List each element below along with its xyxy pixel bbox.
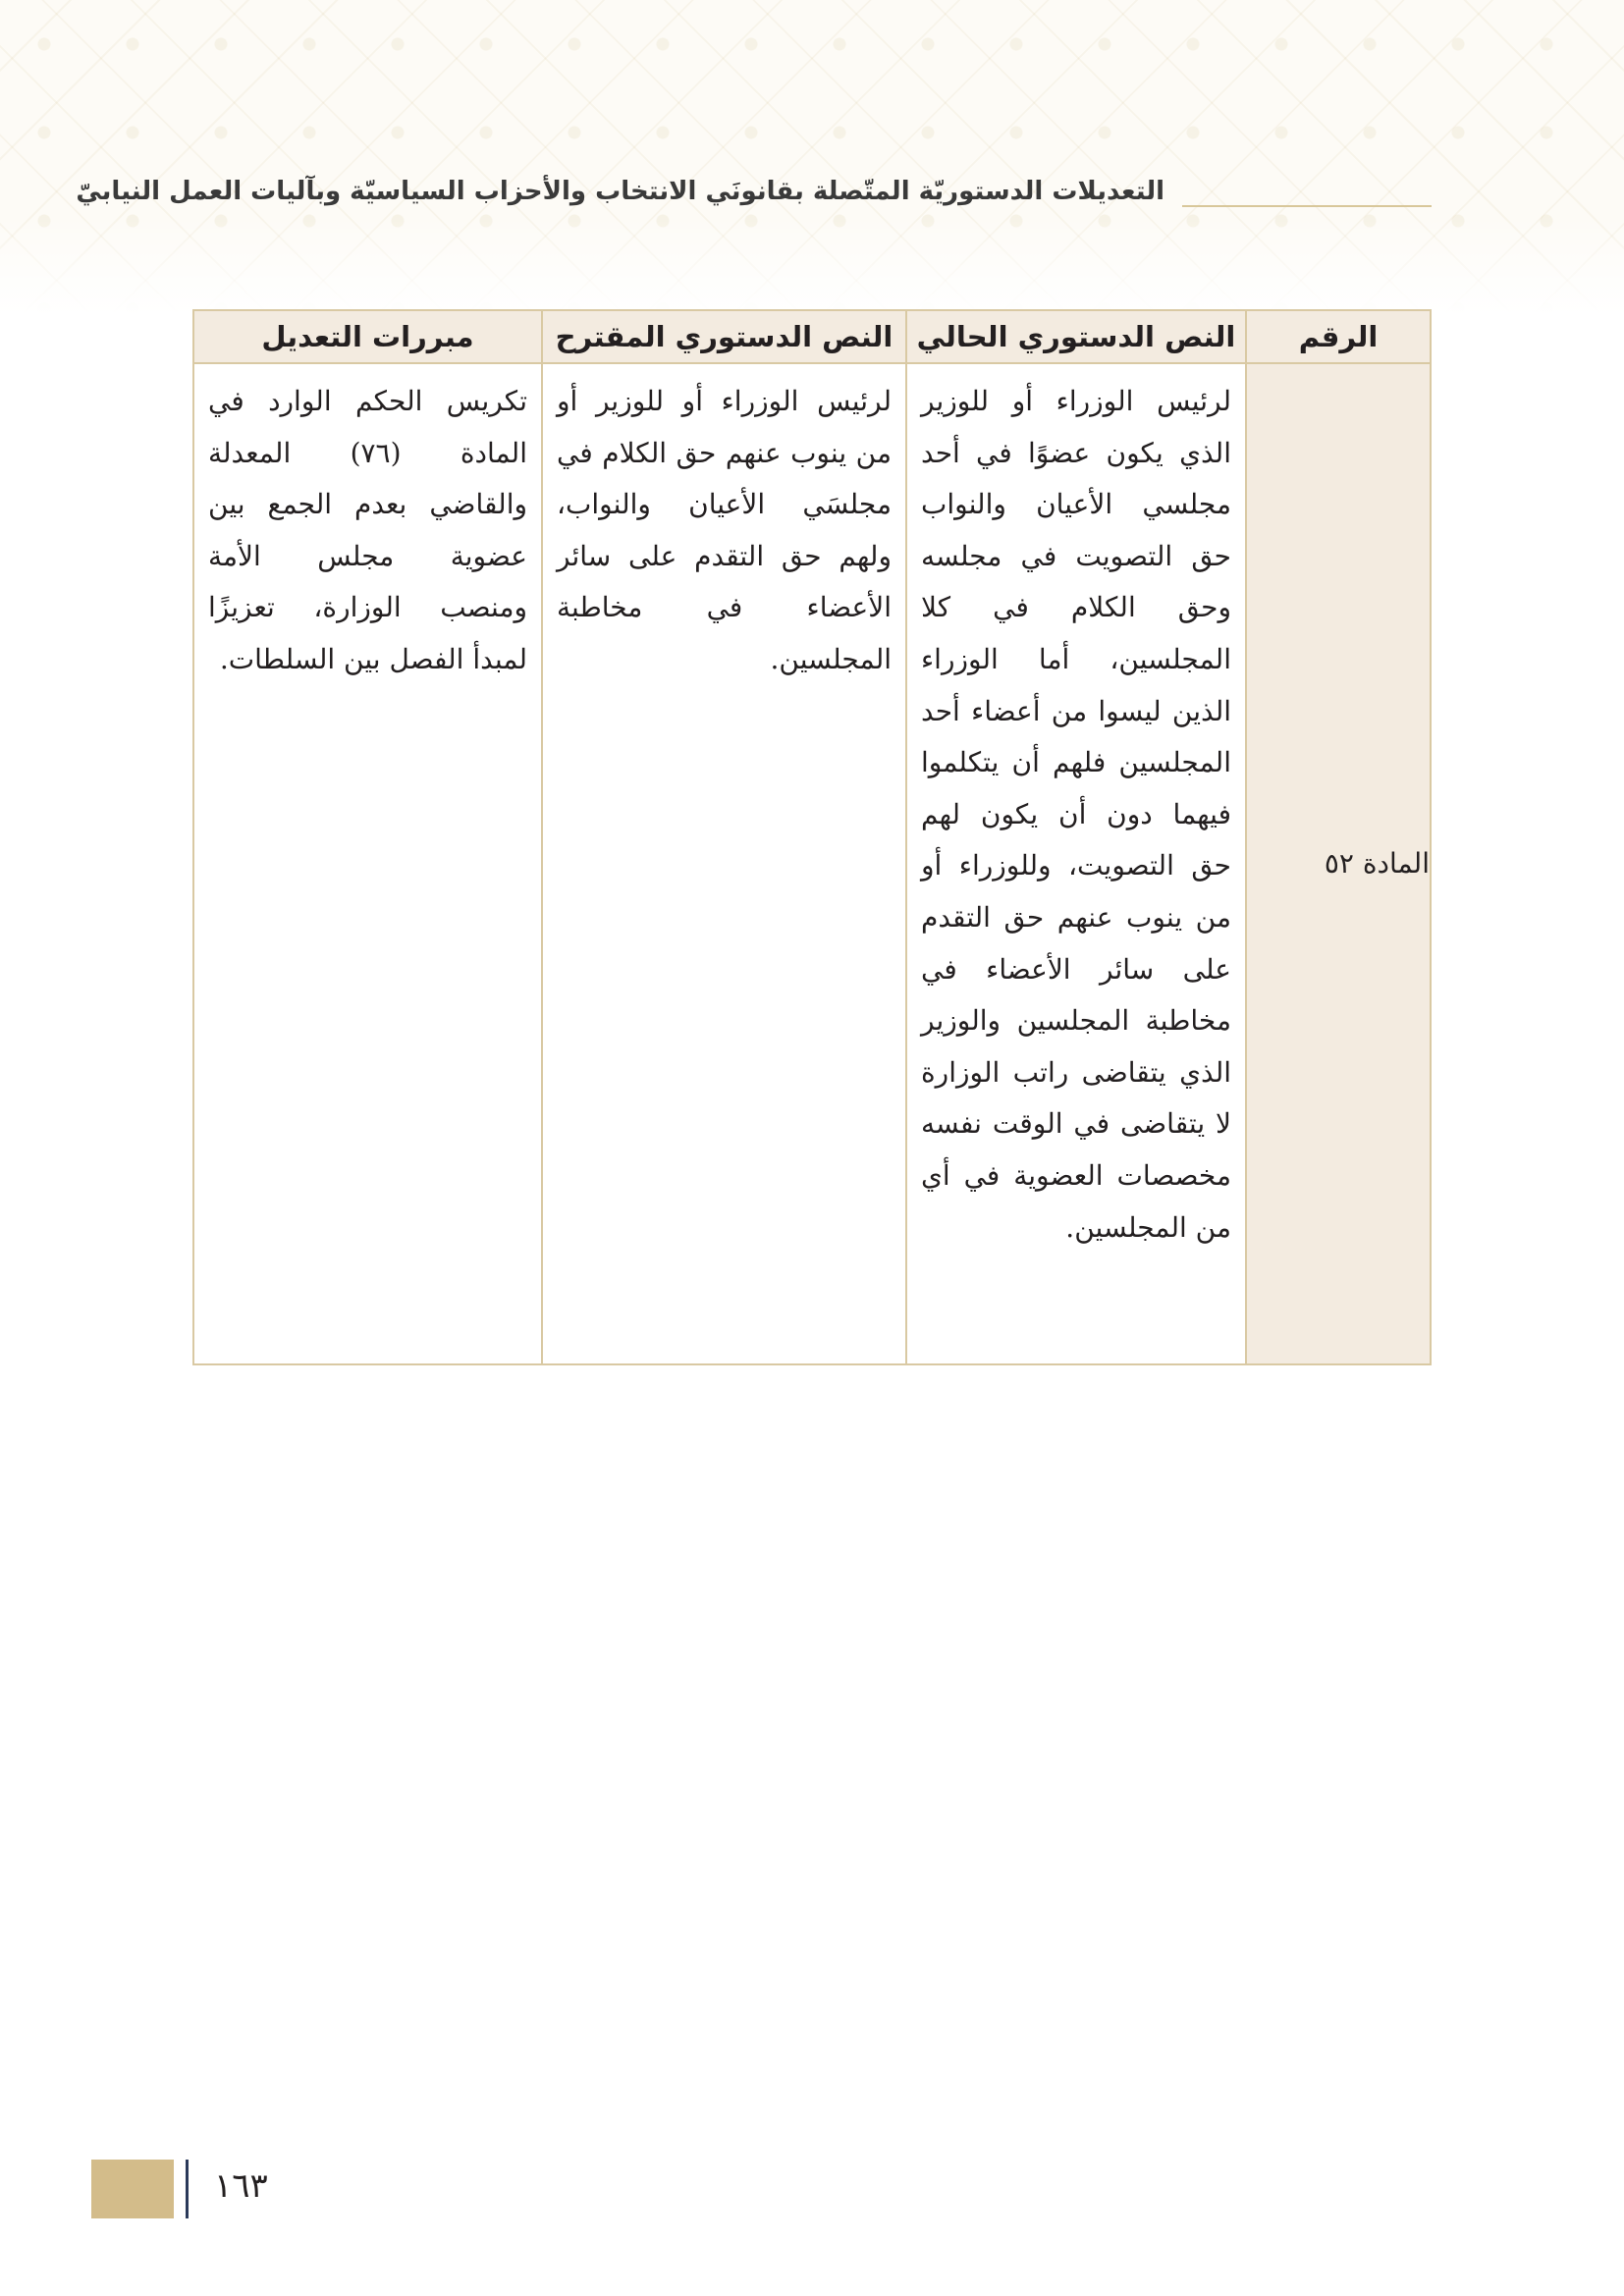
header-proposed-text: النص الدستوري المقترح	[542, 310, 906, 363]
header-justifications: مبررات التعديل	[193, 310, 542, 363]
cell-current-text: لرئيس الوزراء أو للوزير الذي يكون عضوًا في أحد مجلسي الأعيان والنواب حق التصويت في مجلسه وحق الكلام في كلا المجلسين، أما الوزراء الذين ليسوا من أعضاء أحد المجلسين فلهم أن يتكلموا فيهما دون أن يكون لهم حق التصويت، وللوزراء أو من ينوب عنهم حق التقدم على سائر الأعضاء في مخاطبة المجلسين والوزير الذي يتقاضى راتب الوزارة لا يتقاضى في الوقت نفسه مخصصات العضوية في أي من المجلسين.	[906, 363, 1246, 1364]
title-rule	[1182, 205, 1432, 207]
amendments-table	[192, 309, 1432, 1365]
cell-article-number: المادة ٥٢	[1246, 363, 1431, 1364]
cell-justifications: تكريس الحكم الوارد في المادة (٧٦) المعدلة والقاضي بعدم الجمع بين عضوية مجلس الأمة ومنصب الوزارة، تعزيزًا لمبدأ الفصل بين السلطات.	[193, 363, 542, 1364]
running-title: التعديلات الدستوريّة المتّصلة بقانونَي الانتخاب والأحزاب السياسيّة وبآليات العمل النيابيّ	[76, 177, 1164, 206]
footer-accent-bar	[91, 2160, 174, 2218]
cell-proposed-text: لرئيس الوزراء أو للوزير أو من ينوب عنهم حق الكلام في مجلسَي الأعيان والنواب، ولهم حق التقدم على سائر الأعضاء في مخاطبة المجلسين.	[542, 363, 906, 1364]
page-number: ١٦٣	[214, 2166, 268, 2206]
header-pattern-fade	[0, 216, 1624, 314]
table-row	[193, 363, 1431, 1364]
header-current-text: النص الدستوري الحالي	[906, 310, 1246, 363]
footer-divider	[186, 2160, 189, 2218]
table-header-row	[193, 310, 1431, 363]
header-number: الرقم	[1246, 310, 1431, 363]
